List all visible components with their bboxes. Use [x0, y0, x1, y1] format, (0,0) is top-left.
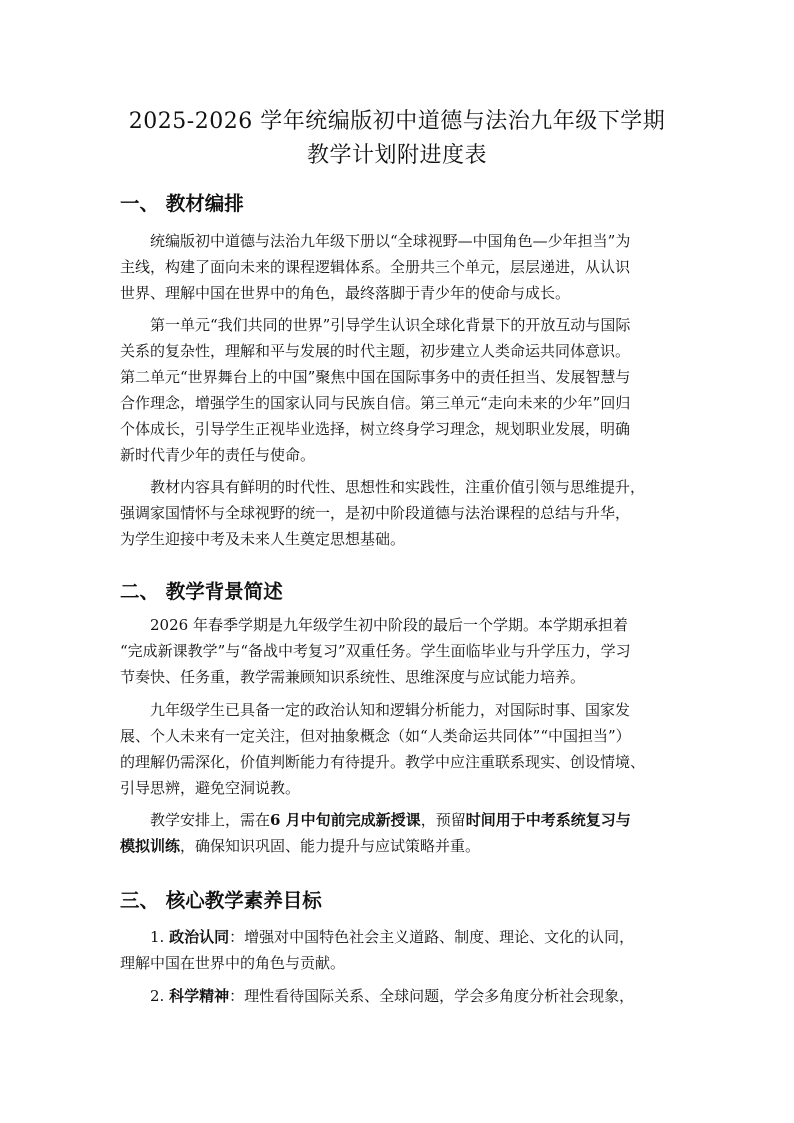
- text-line: “完成新课教学”与“备战中考复习”双重任务。学生面临毕业与升学压力，学习: [120, 642, 631, 660]
- section2-paragraph2: [120, 697, 680, 801]
- text-run: 教学安排上，需在: [150, 811, 271, 829]
- section1-paragraph1: [120, 228, 680, 306]
- section2-paragraph1: [120, 612, 680, 690]
- text-line: 引导思辨，避免空洞说教。: [120, 779, 301, 797]
- goal-item-1: [120, 924, 680, 976]
- bold-text: 模拟训练: [120, 837, 181, 855]
- bold-text: 时间用于中考系统复习与: [465, 811, 631, 829]
- text-line: [120, 983, 680, 1009]
- text-line: 2026 年春季学期是九年级学生初中阶段的最后一个学期。本学期承担着: [150, 616, 628, 634]
- text-line: [120, 807, 680, 833]
- text-line: 世界、理解中国在世界中的角色，最终落脚于青少年的使命与成长。: [120, 284, 571, 302]
- item-number: 2.: [150, 987, 165, 1005]
- section1-paragraph2: [120, 312, 680, 468]
- text-line: 第二单元“世界舞台上的中国”聚焦中国在国际事务中的责任担当、发展智慧与: [120, 368, 631, 386]
- text-line: 教材内容具有鲜明的时代性、思想性和实践性，注重价值引领与思维提升，: [150, 478, 646, 496]
- bold-text: 6 月中旬前完成新授课: [270, 811, 421, 829]
- text-line: 合作理念，增强学生的国家认同与民族自信。第三单元“走向未来的少年”回归: [120, 394, 631, 412]
- section1-heading: 一、 教材编排: [120, 192, 244, 215]
- doc-title-line2: 教学计划附进度表: [306, 143, 487, 168]
- text-line: 第一单元“我们共同的世界”引导学生认识全球化背景下的开放互动与国际: [150, 316, 631, 334]
- section3-heading: 三、 核心教学素养目标: [120, 889, 322, 912]
- text-run: ：理性看待国际关系、全球问题，学会多角度分析社会现象，: [229, 987, 635, 1005]
- text-line: 个体成长，引导学生正视毕业选择，树立终身学习理念，规划职业发展，明确: [120, 420, 631, 438]
- text-line: 新时代青少年的责任与使命。: [120, 446, 316, 464]
- bold-text: 政治认同: [169, 928, 230, 946]
- section2-heading: 二、 教学背景简述: [120, 580, 283, 603]
- text-line: [120, 924, 680, 950]
- text-line: 的理解仍需深化，价值判断能力有待提升。教学中应注重联系现实、创设情境、: [120, 753, 646, 771]
- text-line: 展、个人未来有一定关注，但对抽象概念（如“人类命运共同体”“中国担当”）: [120, 727, 631, 745]
- text-run: ：增强对中国特色社会主义道路、制度、理论、文化的认同，: [229, 928, 635, 946]
- text-line: 统编版初中道德与法治九年级下册以“全球视野—中国角色—少年担当”为: [150, 232, 631, 250]
- text-line: [120, 833, 680, 859]
- text-line: 关系的复杂性，理解和平与发展的时代主题，初步建立人类命运共同体意识。: [120, 342, 631, 360]
- text-line: 九年级学生已具备一定的政治认知和逻辑分析能力，对国际时事、国家发: [150, 701, 631, 719]
- bold-text: 科学精神: [169, 987, 230, 1005]
- section2-paragraph3: [120, 807, 680, 859]
- text-line: 主线，构建了面向未来的课程逻辑体系。全册共三个单元，层层递进，从认识: [120, 258, 631, 276]
- text-run: ，预留: [420, 811, 466, 829]
- text-line: 强调家国情怀与全球视野的统一，是初中阶段道德与法治课程的总结与升华，: [120, 504, 631, 522]
- section1-paragraph3: [120, 474, 680, 552]
- doc-title-line1: 2025-2026 学年统编版初中道德与法治九年级下学期: [128, 109, 666, 134]
- text-line: 节奏快、任务重，教学需兼顾知识系统性、思维深度与应试能力培养。: [120, 668, 586, 686]
- item-number: 1.: [150, 928, 165, 946]
- text-run: ，确保知识巩固、能力提升与应试策略并重。: [180, 837, 481, 855]
- goal-item-2: [120, 983, 680, 1009]
- text-line: 为学生迎接中考及未来人生奠定思想基础。: [120, 530, 406, 548]
- text-line: 理解中国在世界中的角色与贡献。: [120, 954, 346, 972]
